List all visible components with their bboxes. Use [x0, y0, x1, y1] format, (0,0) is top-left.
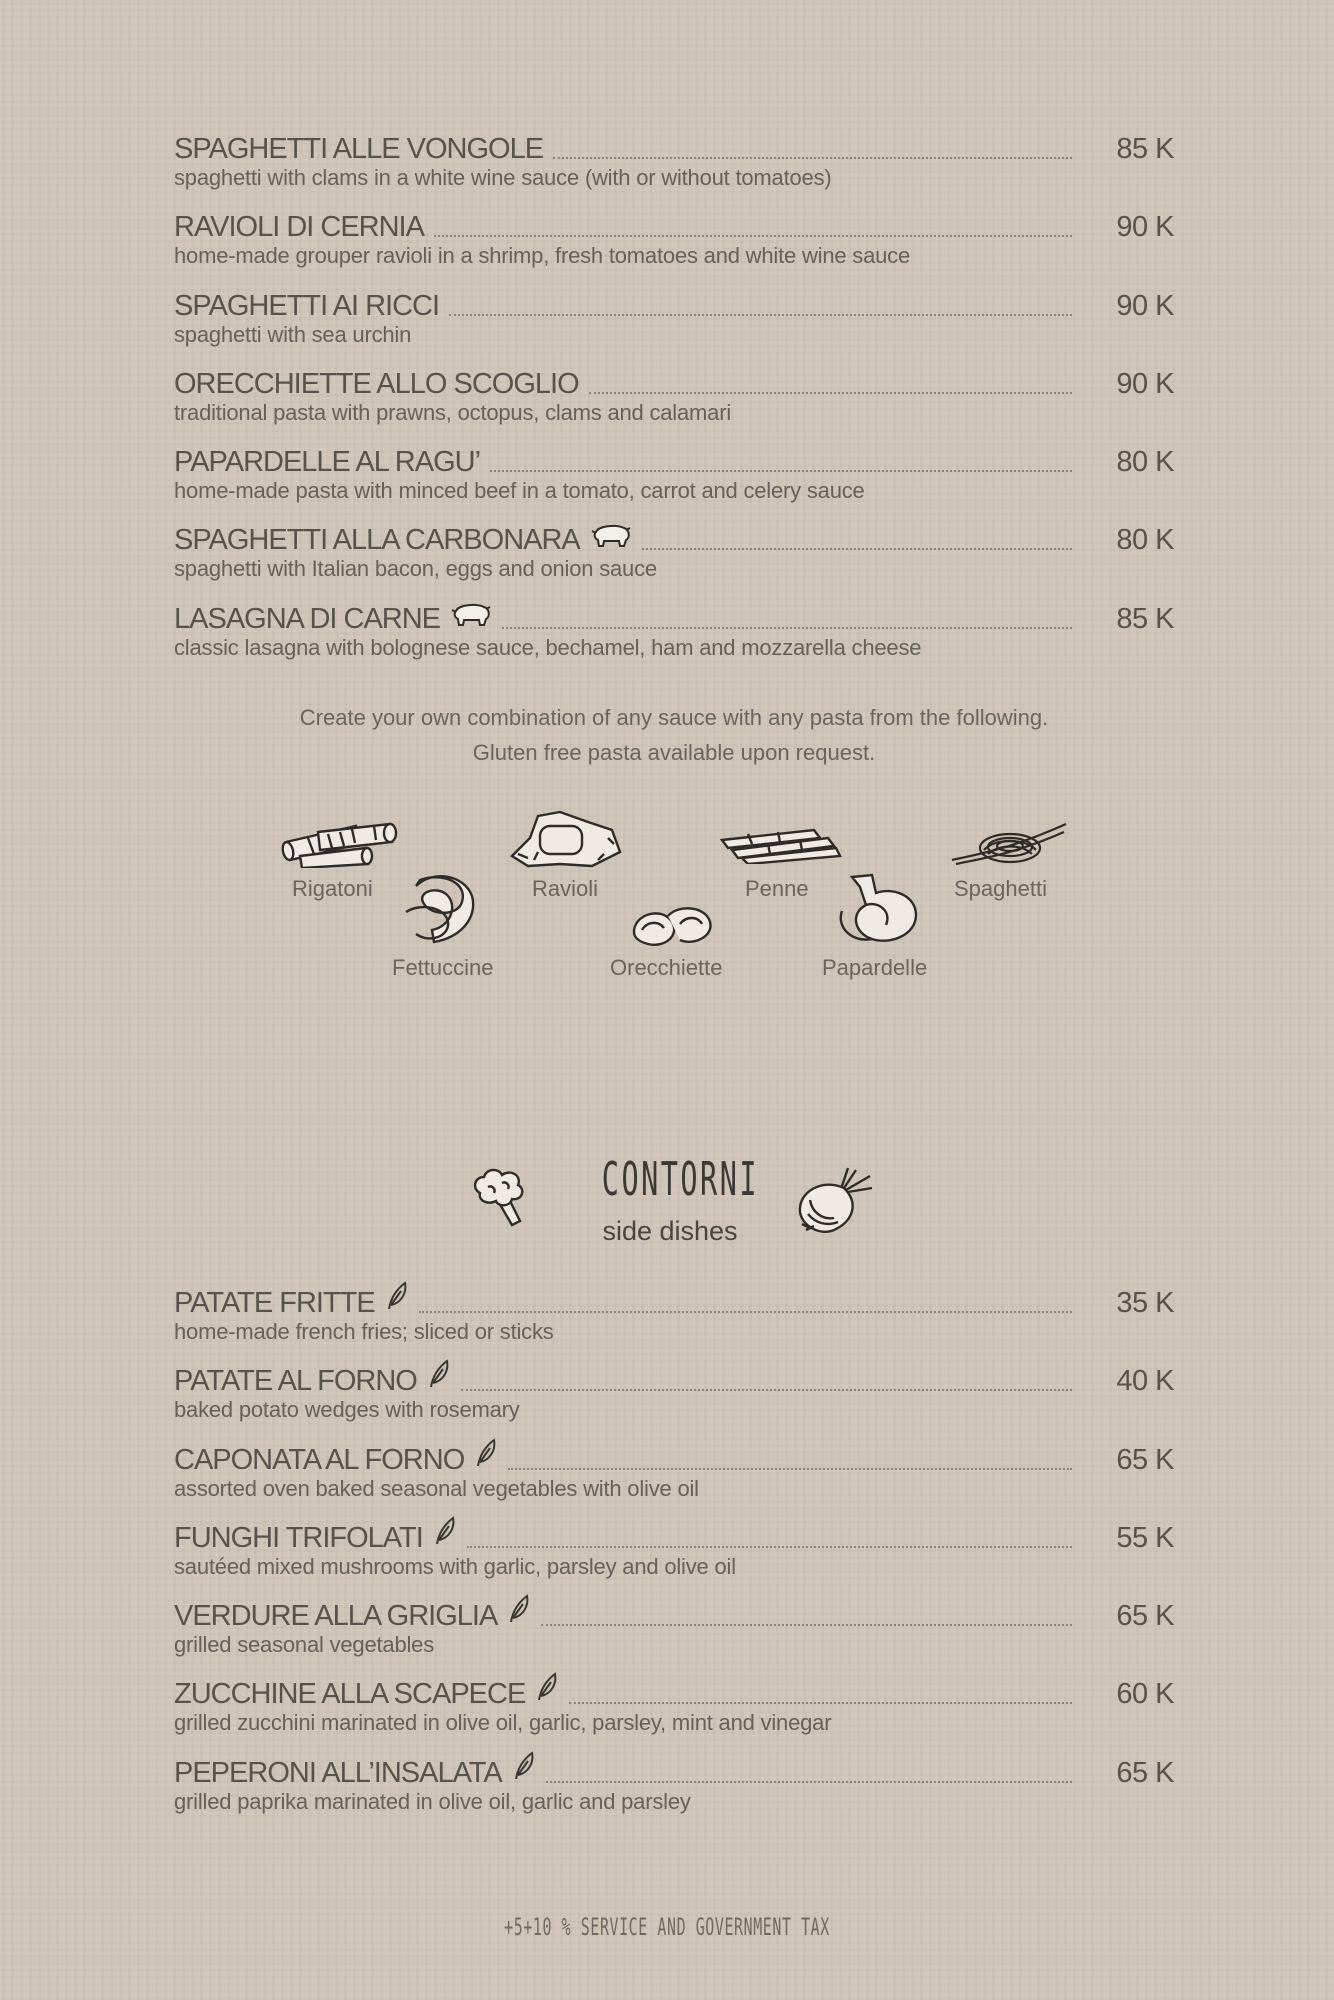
- item-description: grilled zucchini marinated in olive oil, garlic, parsley, mint and vinegar: [174, 1710, 832, 1736]
- item-name: FUNGHI TRIFOLATI: [174, 1521, 423, 1554]
- item-price: 90 K: [1116, 367, 1174, 400]
- pasta-label-spaghetti: Spaghetti: [954, 876, 1047, 901]
- dot-leader: [541, 1623, 1072, 1626]
- pig-icon: [450, 601, 492, 632]
- dot-leader: [589, 391, 1072, 394]
- menu-item: [174, 1509, 1174, 1587]
- combination-note-line2: Gluten free pasta available upon request.: [472, 740, 876, 765]
- item-price: 65 K: [1116, 1600, 1174, 1633]
- menu-item: [174, 511, 1174, 589]
- section-subtitle: side dishes: [602, 1216, 738, 1246]
- item-description: baked potato wedges with rosemary: [174, 1397, 520, 1423]
- item-description: spaghetti with Italian bacon, eggs and onion sauce: [174, 556, 657, 582]
- menu-item: [174, 1431, 1174, 1509]
- menu-item: [174, 1587, 1174, 1665]
- item-price: 40 K: [1116, 1365, 1174, 1398]
- item-description: home-made grouper ravioli in a shrimp, fresh tomatoes and white wine sauce: [174, 243, 911, 269]
- item-description: sautéed mixed mushrooms with garlic, parsley and olive oil: [174, 1553, 736, 1579]
- dot-leader: [569, 1701, 1072, 1704]
- item-name: LASAGNA DI CARNE: [174, 602, 441, 635]
- item-name: SPAGHETTI ALLE VONGOLE: [174, 133, 544, 165]
- item-name: PEPERONI ALL’INSALATA: [174, 1756, 502, 1789]
- dot-leader: [642, 547, 1072, 550]
- menu-item: [174, 277, 1174, 355]
- pasta-label-penne: Penne: [745, 876, 809, 901]
- menu-item: [174, 1744, 1174, 1822]
- pig-icon: [590, 522, 632, 553]
- item-description: home-made pasta with minced beef in a tomato, carrot and celery sauce: [174, 478, 865, 504]
- menu-item: [174, 1352, 1174, 1430]
- dot-leader: [502, 626, 1072, 629]
- section-title: CONTORNI: [601, 1152, 760, 1206]
- item-description: traditional pasta with prawns, octopus, clams and calamari: [174, 399, 732, 425]
- dot-leader: [467, 1545, 1072, 1548]
- leaf-icon: [385, 1281, 409, 1316]
- leaf-icon: [535, 1672, 559, 1707]
- menu-item: [174, 590, 1174, 668]
- item-price: 60 K: [1116, 1678, 1174, 1711]
- leaf-icon: [427, 1359, 451, 1394]
- broccoli-icon: [470, 1167, 532, 1233]
- item-description: grilled seasonal vegetables: [174, 1632, 434, 1658]
- fettuccine-icon: [402, 872, 486, 948]
- penne-icon: [718, 822, 842, 864]
- item-name: ORECCHIETTE ALLO SCOGLIO: [174, 367, 579, 400]
- item-description: assorted oven baked seasonal vegetables with olive oil: [174, 1475, 699, 1501]
- dot-leader: [553, 156, 1072, 159]
- item-price: 90 K: [1116, 211, 1174, 244]
- item-name: VERDURE ALLA GRIGLIA: [174, 1600, 498, 1633]
- pasta-menu-list: [174, 120, 1174, 668]
- pasta-label-ravioli: Ravioli: [532, 876, 599, 901]
- menu-item: [174, 433, 1174, 511]
- item-price: 80 K: [1116, 524, 1174, 557]
- pasta-label-rigatoni: Rigatoni: [292, 876, 373, 901]
- item-name: CAPONATA AL FORNO: [174, 1443, 465, 1476]
- item-description: classic lasagna with bolognese sauce, bechamel, ham and mozzarella cheese: [174, 634, 922, 660]
- item-price: 80 K: [1116, 446, 1174, 479]
- dot-leader: [490, 469, 1072, 472]
- dot-leader: [419, 1310, 1072, 1313]
- leaf-icon: [474, 1438, 498, 1473]
- item-name: ZUCCHINE ALLA SCAPECE: [174, 1678, 526, 1711]
- ravioli-icon: [508, 808, 624, 870]
- dot-leader: [546, 1780, 1072, 1783]
- contorni-section-header: [0, 1150, 1334, 1250]
- orecchiette-icon: [628, 902, 716, 950]
- menu-item: [174, 120, 1174, 198]
- item-name: PATATE AL FORNO: [174, 1365, 417, 1398]
- leaf-icon: [433, 1516, 457, 1551]
- tax-note: +5+10 % SERVICE AND GOVERNMENT TAX: [504, 1913, 830, 1941]
- menu-item: [174, 355, 1174, 433]
- menu-item: [174, 1274, 1174, 1352]
- leaf-icon: [507, 1594, 531, 1629]
- item-price: 90 K: [1116, 289, 1174, 322]
- item-description: spaghetti with clams in a white wine sauce (with or without tomatoes): [174, 165, 832, 190]
- dot-leader: [434, 234, 1072, 237]
- side-dishes-menu-list: [174, 1274, 1174, 1822]
- pasta-label-papardelle: Papardelle: [822, 955, 928, 980]
- rigatoni-icon: [278, 812, 404, 868]
- item-name: PAPARDELLE AL RAGU’: [174, 446, 481, 479]
- pasta-label-orecchiette: Orecchiette: [610, 955, 723, 980]
- menu-item: [174, 198, 1174, 276]
- dot-leader: [508, 1467, 1072, 1470]
- item-description: home-made french fries; sliced or sticks: [174, 1319, 554, 1344]
- onion-icon: [796, 1166, 874, 1238]
- dot-leader: [461, 1388, 1072, 1391]
- menu-item: [174, 1665, 1174, 1743]
- item-price: 35 K: [1116, 1287, 1174, 1319]
- item-name: SPAGHETTI AI RICCI: [174, 289, 440, 322]
- pasta-label-fettuccine: Fettuccine: [392, 955, 494, 980]
- item-name: PATATE FRITTE: [174, 1287, 375, 1319]
- leaf-icon: [512, 1751, 536, 1786]
- spaghetti-icon: [948, 820, 1068, 870]
- papardelle-icon: [832, 873, 922, 947]
- item-price: 65 K: [1116, 1756, 1174, 1789]
- item-name: RAVIOLI DI CERNIA: [174, 211, 424, 244]
- item-price: 85 K: [1116, 602, 1174, 635]
- dot-leader: [449, 313, 1072, 316]
- combination-note-line1: Create your own combination of any sauce with any pasta from the following.: [299, 705, 1049, 730]
- item-price: 55 K: [1116, 1521, 1174, 1554]
- item-price: 85 K: [1116, 133, 1174, 165]
- item-description: spaghetti with sea urchin: [174, 321, 412, 347]
- item-price: 65 K: [1116, 1443, 1174, 1476]
- item-description: grilled paprika marinated in olive oil, garlic and parsley: [174, 1788, 691, 1814]
- item-name: SPAGHETTI ALLA CARBONARA: [174, 524, 580, 557]
